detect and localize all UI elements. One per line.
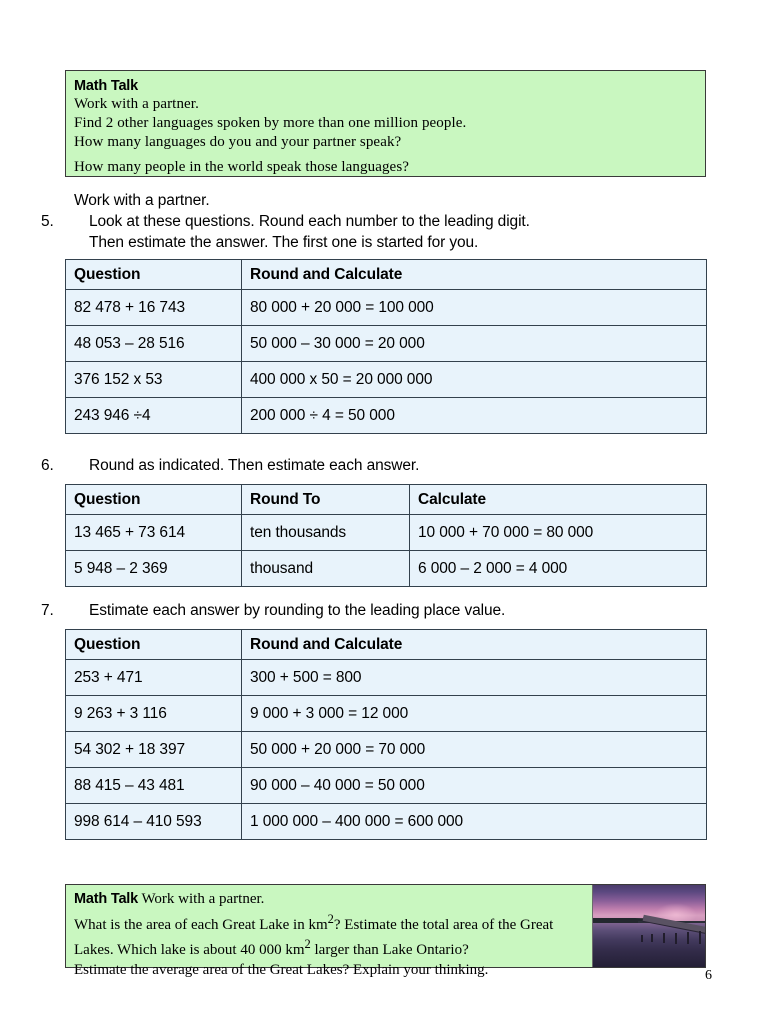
- math-talk-line-2: Find 2 other languages spoken by more than one million people.: [74, 115, 467, 131]
- column-header-question: Question: [66, 260, 242, 290]
- line-1-part-b: ? Estimate the total area of the Great: [333, 916, 554, 933]
- cell-question: 9 263 + 3 116: [66, 696, 242, 732]
- table-row: [66, 696, 707, 732]
- cell-round-and-calculate[interactable]: 50 000 – 30 000 = 20 000: [242, 326, 707, 362]
- table-row: [66, 732, 707, 768]
- question-7-line-1: Estimate each answer by rounding to the leading place value.: [89, 602, 506, 619]
- cell-question: 82 478 + 16 743: [66, 290, 242, 326]
- cell-round-and-calculate[interactable]: 200 000 ÷ 4 = 50 000: [242, 398, 707, 434]
- column-header-round-and-calculate: Round and Calculate: [242, 630, 707, 660]
- math-talk-line-3: How many languages do you and your partner speak?: [74, 134, 402, 150]
- cell-question: 88 415 – 43 481: [66, 768, 242, 804]
- table-row: [66, 398, 707, 434]
- table-row: [66, 804, 707, 840]
- cell-question: 243 946 ÷4: [66, 398, 242, 434]
- table-question-5: [65, 259, 707, 434]
- math-talk-line-4: How many people in the world speak those languages?: [74, 159, 410, 175]
- cell-round-to: ten thousands: [242, 515, 410, 551]
- table-question-7: [65, 629, 707, 840]
- cell-round-and-calculate[interactable]: 50 000 + 20 000 = 70 000: [242, 732, 707, 768]
- cell-question: 48 053 – 28 516: [66, 326, 242, 362]
- column-header-question: Question: [66, 485, 242, 515]
- cell-round-and-calculate[interactable]: 300 + 500 = 800: [242, 660, 707, 696]
- pier-leg: [699, 931, 701, 944]
- cell-question: 998 614 – 410 593: [66, 804, 242, 840]
- pier-leg: [651, 934, 653, 942]
- table-header-row: [66, 260, 707, 290]
- line-2-part-b: larger than Lake Ontario?: [310, 942, 469, 958]
- math-talk-box-top: [65, 70, 706, 177]
- cell-question: 13 465 + 73 614: [66, 515, 242, 551]
- column-header-question: Question: [66, 630, 242, 660]
- math-talk-bottom-heading: Math Talk: [74, 891, 138, 907]
- line-1-part-a: What is the area of each Great Lake in km: [74, 916, 328, 933]
- question-5-line-2: Then estimate the answer. The first one is started for you.: [89, 234, 479, 251]
- table-header-row: [66, 485, 707, 515]
- table-row: [66, 362, 707, 398]
- lake-sunset-pier-photo: [592, 885, 705, 967]
- cell-question: 376 152 x 53: [66, 362, 242, 398]
- question-7-number: 7.: [41, 602, 54, 619]
- math-talk-line-1: Work with a partner.: [74, 96, 199, 112]
- page-number: 6: [705, 968, 712, 983]
- cell-calculate[interactable]: 6 000 – 2 000 = 4 000: [410, 551, 707, 587]
- pier-leg: [675, 933, 677, 944]
- question-5-number: 5.: [41, 213, 54, 230]
- cell-round-and-calculate[interactable]: 9 000 + 3 000 = 12 000: [242, 696, 707, 732]
- table-question-6: [65, 484, 707, 587]
- column-header-calculate: Calculate: [410, 485, 707, 515]
- math-talk-box-bottom: [65, 884, 706, 978]
- table-row: [66, 326, 707, 362]
- question-5-line-1: Look at these questions. Round each number to the leading digit.: [89, 213, 530, 230]
- math-talk-heading: Math Talk: [74, 78, 138, 94]
- question-6-number: 6.: [41, 457, 54, 474]
- cell-question: 54 302 + 18 397: [66, 732, 242, 768]
- math-talk-bottom-line-2: [74, 935, 586, 961]
- cell-round-and-calculate[interactable]: 400 000 x 50 = 20 000 000: [242, 362, 707, 398]
- math-talk-bottom-line-0: [74, 890, 586, 910]
- column-header-round-and-calculate: Round and Calculate: [242, 260, 707, 290]
- question-5: [41, 211, 715, 253]
- superscript-two: 2: [327, 911, 334, 926]
- table-row: [66, 551, 707, 587]
- table-row: [66, 290, 707, 326]
- work-with-partner-text: Work with a partner.: [74, 192, 210, 209]
- question-6: [41, 455, 715, 476]
- column-header-round-to: Round To: [242, 485, 410, 515]
- math-talk-bottom-heading-rest: Work with a partner.: [138, 891, 265, 907]
- table-row: [66, 768, 707, 804]
- line-2-part-a: Lakes. Which lake is about 40 000 km: [74, 942, 305, 958]
- pier-leg: [687, 932, 689, 944]
- pier-leg: [663, 933, 665, 943]
- cell-calculate[interactable]: 10 000 + 70 000 = 80 000: [410, 515, 707, 551]
- cell-round-to: thousand: [242, 551, 410, 587]
- cell-round-and-calculate[interactable]: 1 000 000 – 400 000 = 600 000: [242, 804, 707, 840]
- cell-question: 253 + 471: [66, 660, 242, 696]
- cell-round-and-calculate[interactable]: 90 000 – 40 000 = 50 000: [242, 768, 707, 804]
- cell-question: 5 948 – 2 369: [66, 551, 242, 587]
- table-header-row: [66, 630, 707, 660]
- superscript-two: 2: [304, 937, 311, 951]
- question-6-line-1: Round as indicated. Then estimate each answer.: [89, 457, 420, 474]
- cell-round-and-calculate[interactable]: 80 000 + 20 000 = 100 000: [242, 290, 707, 326]
- math-talk-bottom-text: [66, 885, 592, 978]
- table-row: [66, 660, 707, 696]
- table-row: [66, 515, 707, 551]
- pier-leg: [641, 935, 643, 942]
- question-7: [41, 600, 715, 621]
- math-talk-bottom-line-1: [74, 910, 586, 936]
- math-talk-bottom-line-3: Estimate the average area of the Great Lakes? Explain your thinking.: [74, 961, 489, 978]
